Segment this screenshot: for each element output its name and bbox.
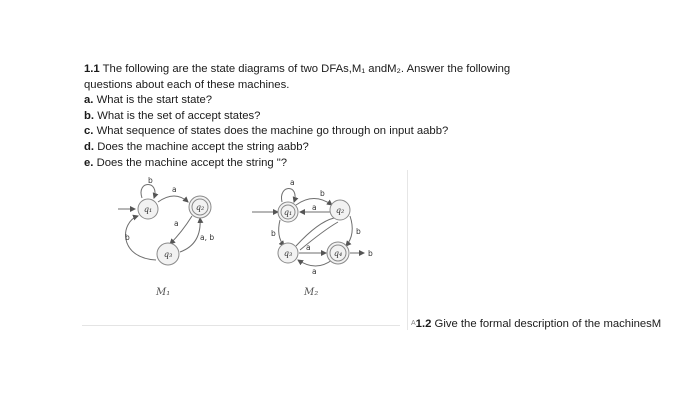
m2-edge-q1-q3 xyxy=(279,220,284,246)
m1-label-q1-loop: b xyxy=(148,176,153,185)
m2-caption: M₂ xyxy=(304,287,319,298)
question-item-a: a. What is the start state? xyxy=(84,94,213,107)
m1-label-q3-q1: b xyxy=(125,233,130,242)
m2-q3-label: q₃ xyxy=(283,249,293,258)
vertical-divider xyxy=(407,170,408,330)
m1-q1-label: q₁ xyxy=(143,205,153,214)
m1-caption: M₁ xyxy=(156,287,171,298)
m1-edge-q1-q2 xyxy=(158,196,188,202)
m2-label-q4-q3: a xyxy=(312,267,317,276)
m2-label-q1-loop: a xyxy=(290,178,295,187)
question-item-e: e. Does the machine accept the string "? xyxy=(84,156,288,169)
m2-label-q1-q2: b xyxy=(320,189,325,198)
question-1-2-marker: A xyxy=(411,320,416,327)
question-1-2-text: Give the formal description of the machinesM xyxy=(434,318,662,330)
dfa-m1 xyxy=(118,176,214,298)
m2-label-q3-q4: a xyxy=(306,243,311,252)
m2-label-q2-q1: a xyxy=(312,203,317,212)
dfa-m2 xyxy=(252,178,373,298)
question-item-d: d. Does the machine accept the string aabb? xyxy=(84,140,309,153)
m2-edge-q2-q4 xyxy=(346,216,352,246)
horizontal-divider xyxy=(82,325,400,326)
m1-edge-q3-q2 xyxy=(180,218,200,252)
question-1-2 xyxy=(411,318,661,330)
m1-q2-label: q₂ xyxy=(195,203,205,212)
m2-edge-diag-1 xyxy=(296,218,334,246)
question-intro-line1: 1.1 The following are the state diagrams of two DFAs,M₁ andM₂. Answer the following xyxy=(84,63,511,75)
m2-q4-label: q₄ xyxy=(333,249,343,258)
question-number: 1.1 xyxy=(84,63,100,75)
m2-q1-label: q₁ xyxy=(283,208,293,217)
m1-edge-q1-loop xyxy=(141,185,155,199)
question-intro-line2: questions about each of these machines. xyxy=(84,78,290,91)
m1-edge-q3-q1 xyxy=(126,216,156,260)
m2-edge-q4-q3 xyxy=(298,260,332,266)
m2-label-q2-q4: b xyxy=(356,227,361,236)
m2-label-q1-q3: b xyxy=(271,229,276,238)
m1-q3-label: q₃ xyxy=(163,250,173,259)
question-item-c: c. What sequence of states does the machine go through on input aabb? xyxy=(84,125,449,138)
m1-label-q2-q3: a xyxy=(174,219,179,228)
m1-label-q3-q2: a, b xyxy=(200,233,215,242)
question-item-b: b. What is the set of accept states? xyxy=(84,109,261,122)
m2-edge-q1-loop xyxy=(282,189,296,203)
m1-label-q1-q2: a xyxy=(172,185,177,194)
question-1-2-number: 1.2 xyxy=(415,318,432,330)
m2-q2-label: q₂ xyxy=(335,206,345,215)
m2-label-q4-loop: b xyxy=(368,249,373,258)
